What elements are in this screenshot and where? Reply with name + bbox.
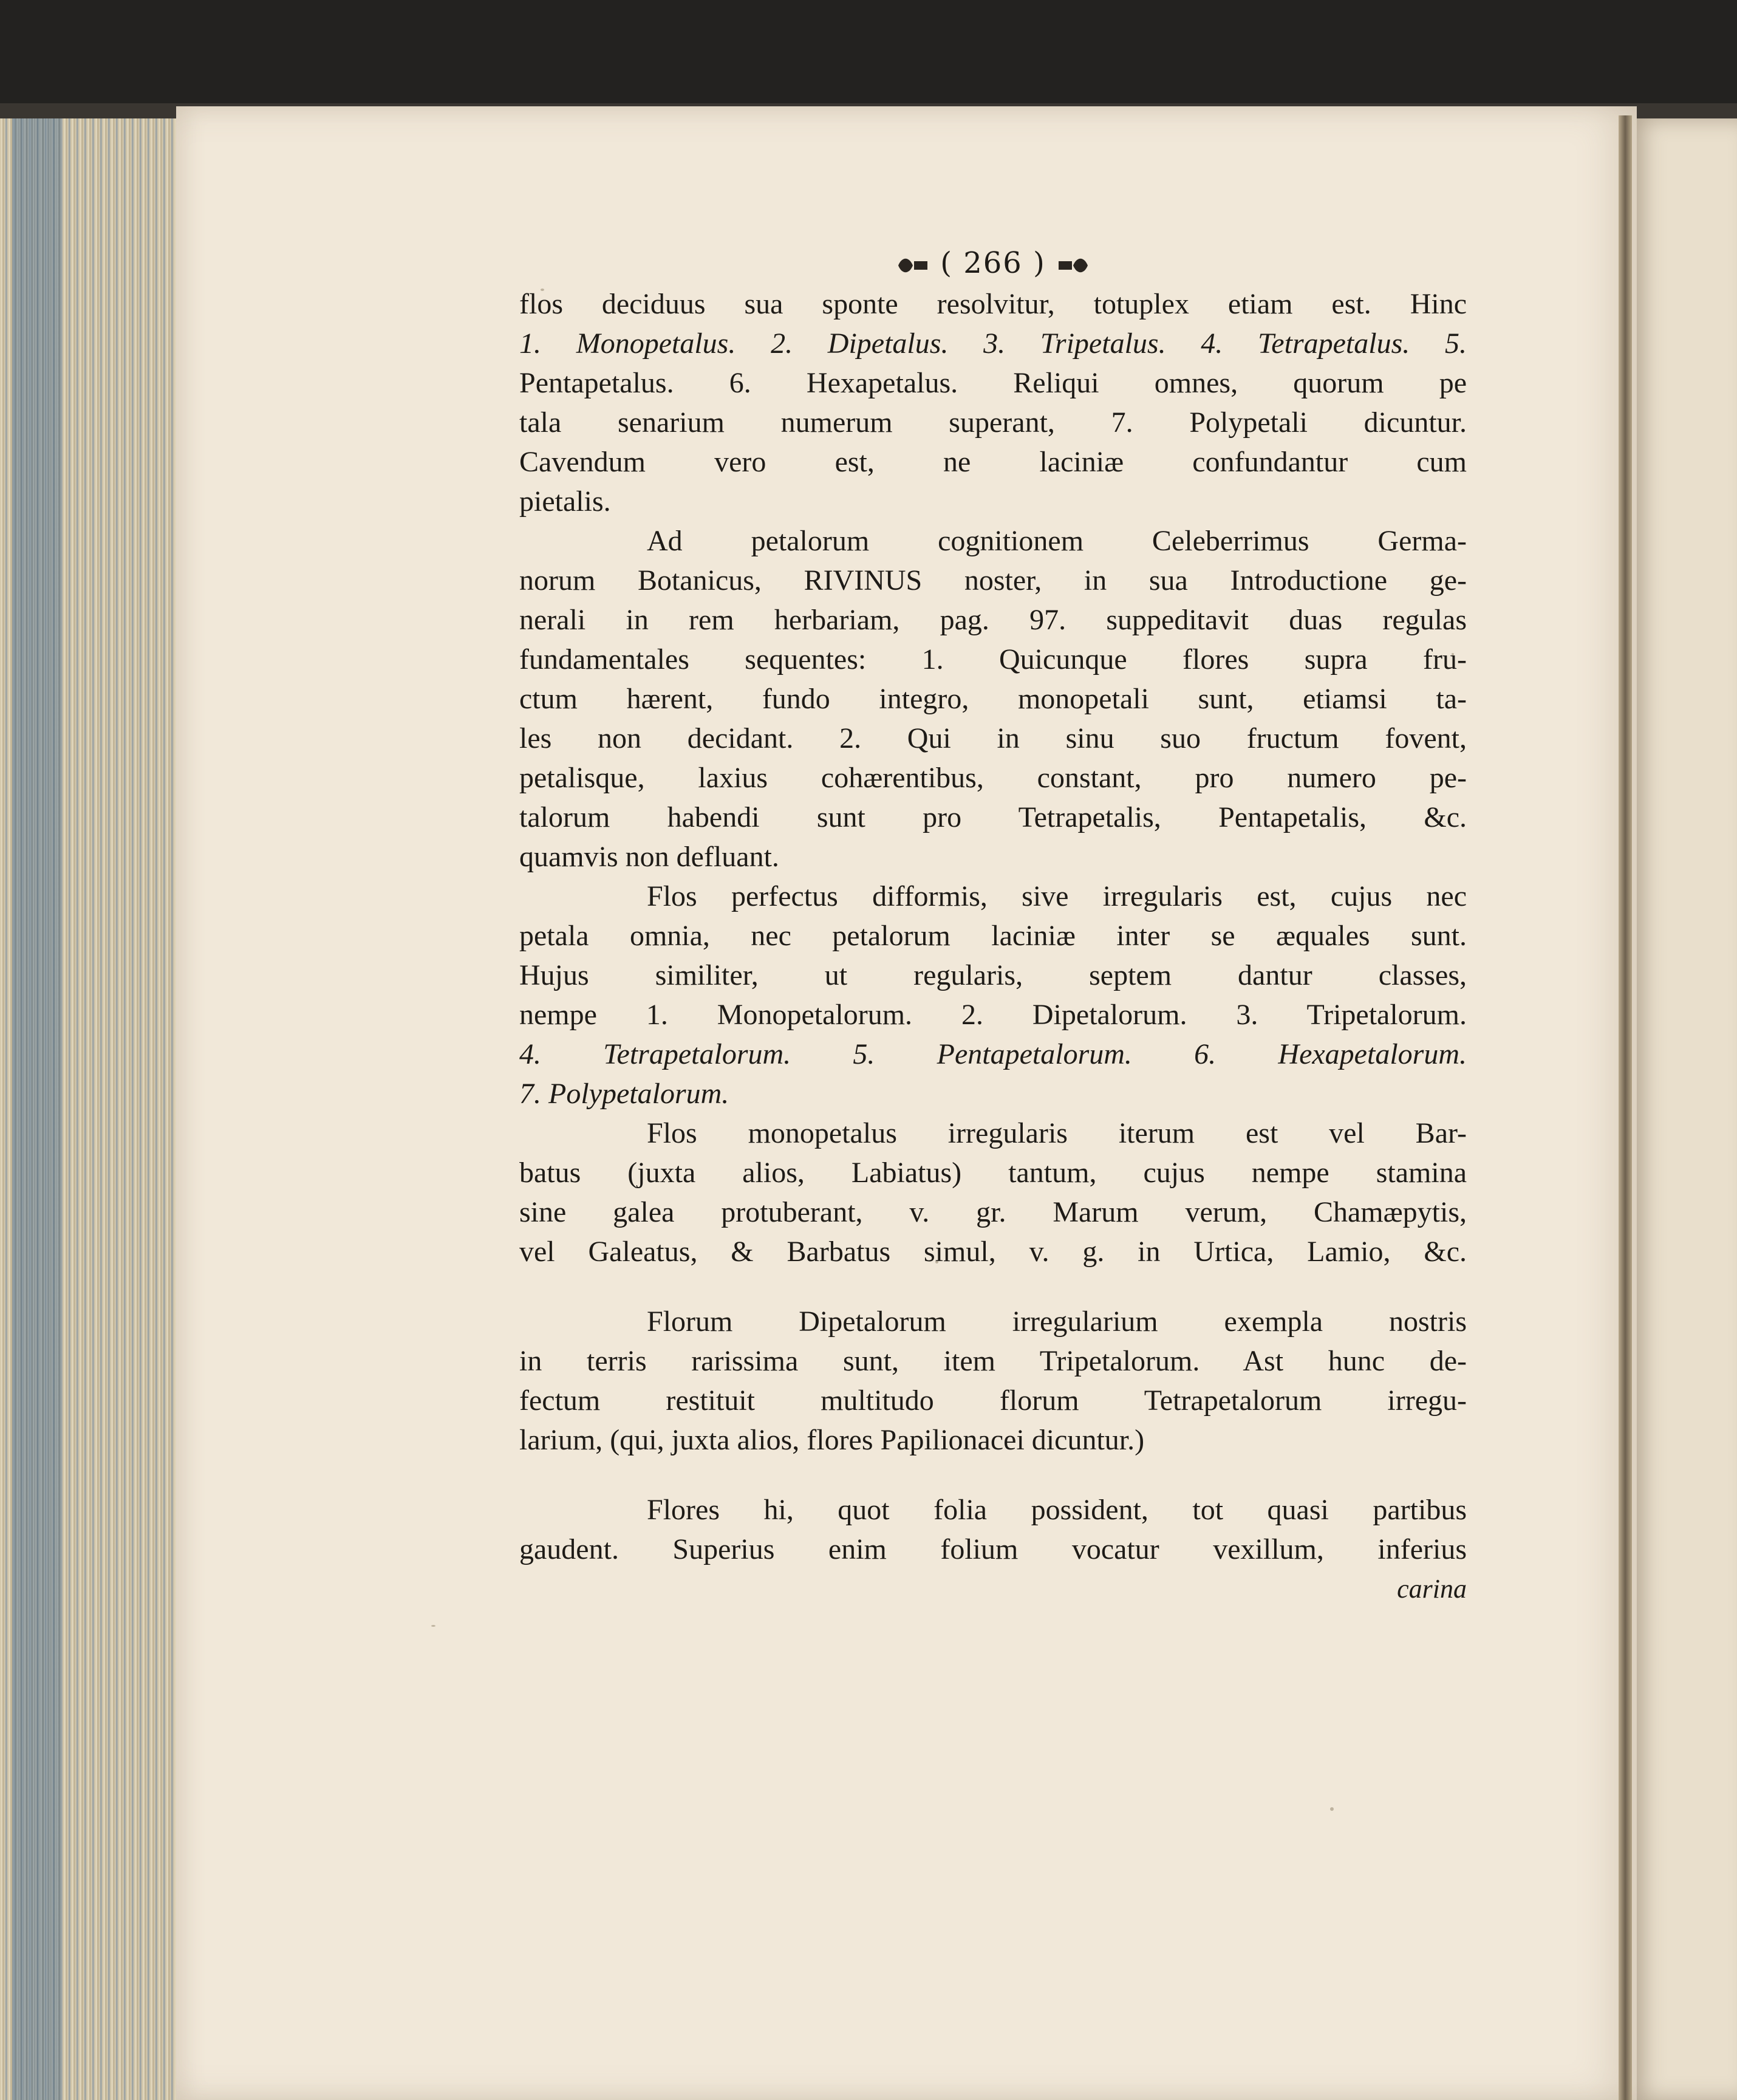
text-line: 1. Monopetalus. 2. Dipetalus. 3. Tripetalus. 4. Tetrapetalus. 5. — [519, 327, 1467, 360]
running-header — [519, 242, 1467, 284]
text-line: ctum hærent, fundo integro, monopetali sunt, etiamsi ta- — [519, 683, 1467, 715]
text-line: Ad petalorum cognitionem Celeberrimus Germa- — [647, 525, 1467, 557]
text-line: batus (juxta alios, Labiatus) tantum, cujus nempe stamina — [519, 1157, 1467, 1189]
text-line: quamvis non defluant. — [519, 841, 779, 873]
text-line: larium, (qui, juxta alios, flores Papilionacei dicuntur.) — [519, 1424, 1145, 1456]
text-line: Flos monopetalus irregularis iterum est vel Bar- — [647, 1117, 1467, 1149]
text-line: fectum restituit multitudo florum Tetrapetalorum irregu- — [519, 1384, 1467, 1417]
text-line: pietalis. — [519, 485, 611, 518]
text-line: nempe 1. Monopetalorum. 2. Dipetalorum. 3. Tripetalorum. — [519, 999, 1467, 1031]
text-line: vel Galeatus, & Barbatus simul, v. g. in Urtica, Lamio, &c. — [519, 1236, 1467, 1268]
text-line: Cavendum vero est, ne laciniæ confundantur cum — [519, 446, 1467, 478]
text-line: flos deciduus sua sponte resolvitur, totuplex etiam est. Hinc — [519, 288, 1467, 320]
text-line: les non decidant. 2. Qui in sinu suo fructum fovent, — [519, 722, 1467, 754]
page-edges-tint — [12, 118, 61, 2100]
text-line: 7. Polypetalorum. — [519, 1078, 729, 1110]
page-number: ( 266 ) — [940, 246, 1046, 280]
facing-page — [1628, 118, 1737, 2100]
text-line: 4. Tetrapetalorum. 5. Pentapetalorum. 6. Hexapetalorum. — [519, 1038, 1467, 1070]
gutter — [1619, 115, 1632, 2100]
backdrop — [0, 0, 1737, 106]
text-line: Florum Dipetalorum irregularium exempla nostris — [647, 1305, 1467, 1338]
right-ornament-icon — [1056, 255, 1090, 276]
text-line: gaudent. Superius enim folium vocatur vexillum, inferius — [519, 1533, 1467, 1565]
left-ornament-icon — [896, 255, 930, 276]
text-line: in terris rarissima sunt, item Tripetalorum. Ast hunc de- — [519, 1345, 1467, 1377]
text-line: sine galea protuberant, v. gr. Marum verum, Chamæpytis, — [519, 1196, 1467, 1228]
text-line: tala senarium numerum superant, 7. Polypetali dicuntur. — [519, 406, 1467, 439]
text-line: petala omnia, nec petalorum laciniæ inter se æquales sunt. — [519, 920, 1467, 952]
text-line: talorum habendi sunt pro Tetrapetalis, Pentapetalis, &c. — [519, 801, 1467, 833]
text-line: Flos perfectus difformis, sive irregularis est, cujus nec — [647, 880, 1467, 912]
text-line: nerali in rem herbariam, pag. 97. suppeditavit duas regulas — [519, 604, 1467, 636]
page-text — [519, 242, 1467, 1609]
catchword: carina — [1397, 1574, 1467, 1604]
text-line: Flores hi, quot folia possident, tot quasi partibus — [647, 1494, 1467, 1526]
text-line: norum Botanicus, RIVINUS noster, in sua Introductione ge- — [519, 564, 1467, 597]
text-line: fundamentales sequentes: 1. Quicunque flores supra fru- — [519, 643, 1467, 675]
text-line: petalisque, laxius cohærentibus, constant, pro numero pe- — [519, 762, 1467, 794]
text-line: Pentapetalus. 6. Hexapetalus. Reliqui omnes, quorum pe — [519, 367, 1467, 399]
text-line: Hujus similiter, ut regularis, septem dantur classes, — [519, 959, 1467, 991]
